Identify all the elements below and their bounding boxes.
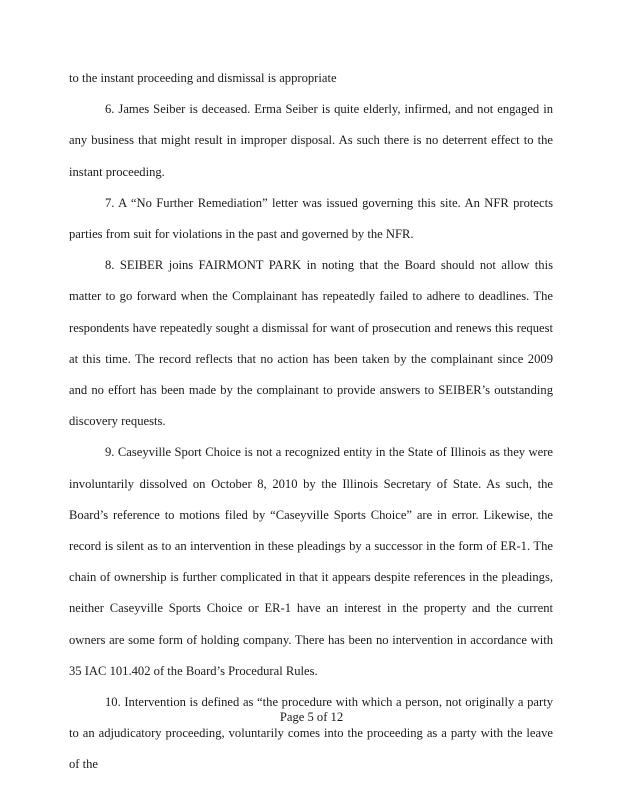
paragraph-6: 6. James Seiber is deceased. Erma Seiber is quite elderly, infirmed, and not engaged in any business that might result in improper disposal. As such there is no deterrent effect to the instant proceeding. <box>69 102 553 179</box>
paragraph-8: 8. SEIBER joins FAIRMONT PARK in noting that the Board should not allow this matter to go forward when the Complainant has repeatedly failed to adhere to deadlines. The respondents have repeatedly sought a dismissal for want of prosecution and renews this request at this time. The record reflects that no action has been taken by the complainant since 2009 and no effort has been made by the complainant to provide answers to SEIBER’s outstanding discovery requests. <box>69 258 553 429</box>
page-number: Page 5 of 12 <box>279 710 344 724</box>
paragraph-10: 10. Intervention is defined as “the procedure with which a person, not originally a party to an adjudicatory proceeding, voluntarily comes into the proceeding as a party with the leave of the <box>69 695 553 772</box>
paragraph-7: 7. A “No Further Remediation” letter was issued governing this site. An NFR protects parties from suit for violations in the past and governed by the NFR. <box>69 195 553 242</box>
paragraph-9: 9. Caseyville Sport Choice is not a recognized entity in the State of Illinois as they were involuntarily dissolved on October 8, 2010 by the Illinois Secretary of State. As such, the Board’s reference to motions filed by “Caseyville Sports Choice” are in error. Likewise, the record is silent as to an intervention in these pleadings by a successor in the form of ER-1. The chain of ownership is further complicated in that it appears despite references in the pleadings, neither Caseyville Sports Choice or ER-1 have an interest in the property and the current owners are some form of holding company. There has been no intervention in accordance with 35 IAC 101.402 of the Board’s Procedural Rules. <box>69 445 553 678</box>
document-body <box>69 63 553 781</box>
paragraph-continuation: to the instant proceeding and dismissal is appropriate <box>69 71 337 85</box>
